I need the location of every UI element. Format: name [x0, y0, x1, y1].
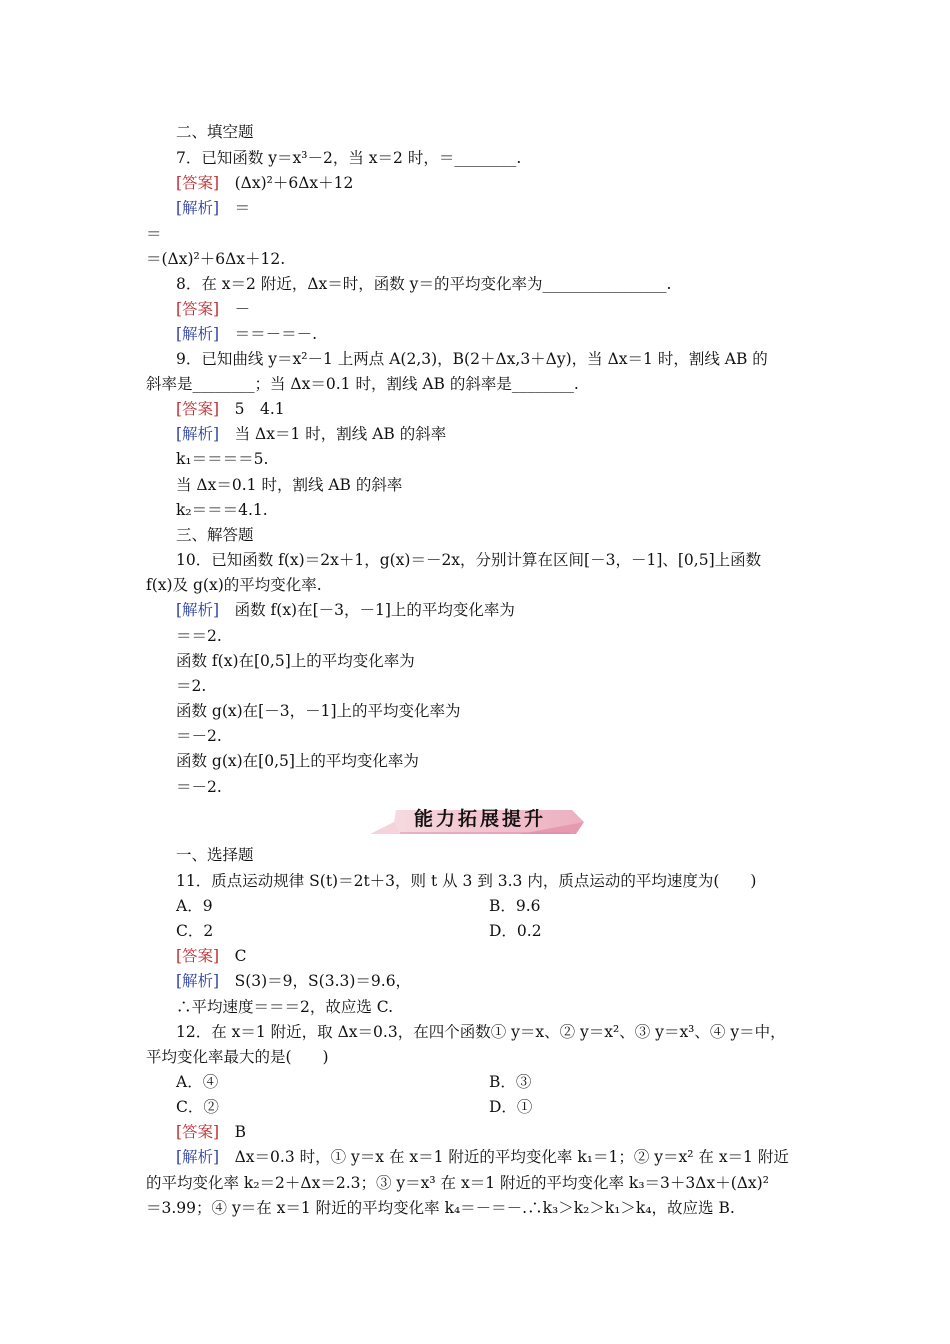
q7-stem: 7．已知函数 y＝x³－2，当 x＝2 时，＝________. [176, 149, 522, 167]
banner-title: 能力拓展提升 [413, 808, 546, 830]
explain-tag: [解析] [176, 325, 220, 343]
explain-tag: [解析] [176, 601, 220, 619]
q10-explain-1: 函数 f(x)在[－3，－1]上的平均变化率为 [219, 601, 515, 619]
q12-answer-line [176, 1122, 246, 1142]
q10-stem-1: 10．已知函数 f(x)＝2x＋1，g(x)＝－2x，分别计算在区间[－3，－1]、[0,5]上函数 [176, 551, 762, 569]
q9-explain-3: 当 Δx＝0.1 时，割线 AB 的斜率 [176, 476, 403, 494]
answer-tag: [答案] [176, 300, 220, 318]
q7-answer: (Δx)²＋6Δx＋12 [219, 174, 354, 192]
q11-explain-2: ∴平均速度＝＝＝2，故应选 C. [176, 998, 394, 1016]
q11-option-a: A．9 [176, 897, 213, 915]
q11-explain-line [176, 971, 411, 991]
q9-answer: 5 4.1 [219, 400, 285, 418]
explain-tag: [解析] [176, 425, 220, 443]
q11-option-b: B．9.6 [489, 897, 541, 915]
q7-explain-1: ＝ [219, 199, 251, 217]
q10-explain-line [176, 600, 515, 620]
q9-explain-2: k₁＝＝＝＝5. [176, 450, 269, 468]
q7-answer-line [176, 173, 353, 193]
q12-explain-3: ＝3.99；④ y＝在 x＝1 附近的平均变化率 k₄＝－＝－.∴k₃＞k₂＞k₁＞k₄，故应选 B. [146, 1199, 735, 1217]
q12-option-d: D．① [489, 1098, 533, 1116]
q10-explain-3: 函数 f(x)在[0,5]上的平均变化率为 [176, 652, 415, 670]
q10-explain-4: ＝2. [176, 677, 207, 695]
explain-tag: [解析] [176, 199, 220, 217]
q11-option-c: C．2 [176, 922, 214, 940]
answer-tag: [答案] [176, 174, 220, 192]
q11-stem: 11．质点运动规律 S(t)＝2t＋3，则 t 从 3 到 3.3 内，质点运动的平均速度为( ) [176, 872, 757, 890]
explain-tag: [解析] [176, 1148, 220, 1166]
q8-explain-1: ＝＝－＝－. [219, 325, 318, 343]
answer-tag: [答案] [176, 400, 220, 418]
q9-stem-1: 9．已知曲线 y＝x²－1 上两点 A(2,3)，B(2＋Δx,3＋Δy)，当 Δx＝1 时，割线 AB 的 [176, 350, 768, 368]
q12-answer: B [219, 1123, 246, 1141]
explain-tag: [解析] [176, 972, 220, 990]
section-fill-blank: 二、填空题 [176, 123, 254, 141]
q7-explain-line [176, 198, 250, 218]
q9-explain-1: 当 Δx＝1 时，割线 AB 的斜率 [219, 425, 447, 443]
q8-explain-line [176, 324, 317, 344]
q10-explain-6: ＝－2. [176, 727, 222, 745]
q12-explain-line [176, 1147, 789, 1167]
q12-stem-2: 平均变化率最大的是( ) [146, 1048, 329, 1066]
q12-option-b: B．③ [489, 1073, 532, 1091]
q12-option-a: A．④ [176, 1073, 219, 1091]
q12-explain-2: 的平均变化率 k₂＝2＋Δx＝2.3；③ y＝x³ 在 x＝1 附近的平均变化率 k₃＝3＋3Δx＋(Δx)² [146, 1174, 769, 1192]
q9-stem-2: 斜率是________；当 Δx＝0.1 时，割线 AB 的斜率是________. [146, 375, 579, 393]
q10-explain-5: 函数 g(x)在[－3，－1]上的平均变化率为 [176, 702, 461, 720]
q12-option-c: C．② [176, 1098, 219, 1116]
q8-stem: 8．在 x＝2 附近，Δx＝时，函数 y＝的平均变化率为________________. [176, 275, 672, 293]
q7-explain-2: ＝ [146, 225, 162, 243]
q8-answer-line [176, 299, 250, 319]
section-answer-questions: 三、解答题 [176, 526, 254, 544]
q10-explain-7: 函数 g(x)在[0,5]上的平均变化率为 [176, 752, 419, 770]
q9-answer-line [176, 399, 285, 419]
q10-stem-2: f(x)及 g(x)的平均变化率. [146, 576, 322, 594]
q8-answer: － [219, 300, 251, 318]
q9-explain-line [176, 424, 446, 444]
q11-answer-line [176, 946, 246, 966]
q11-option-d: D．0.2 [489, 922, 542, 940]
answer-tag: [答案] [176, 947, 220, 965]
ability-banner [370, 800, 590, 842]
q12-stem-1: 12．在 x＝1 附近，取 Δx＝0.3，在四个函数① y＝x、② y＝x²、③ y＝x³、④ y＝中， [176, 1023, 786, 1041]
section-choice: 一、选择题 [176, 846, 254, 864]
q10-explain-8: ＝－2. [176, 778, 222, 796]
q11-explain-1: S(3)＝9，S(3.3)＝9.6， [219, 972, 412, 990]
q10-explain-2: ＝＝2. [176, 627, 222, 645]
answer-tag: [答案] [176, 1123, 220, 1141]
q7-explain-3: ＝(Δx)²＋6Δx＋12. [146, 250, 286, 268]
q9-explain-4: k₂＝＝＝4.1. [176, 501, 268, 519]
q12-explain-1: Δx＝0.3 时，① y＝x 在 x＝1 附近的平均变化率 k₁＝1；② y＝x² 在 x＝1 附近 [219, 1148, 789, 1166]
q11-answer: C [219, 947, 247, 965]
